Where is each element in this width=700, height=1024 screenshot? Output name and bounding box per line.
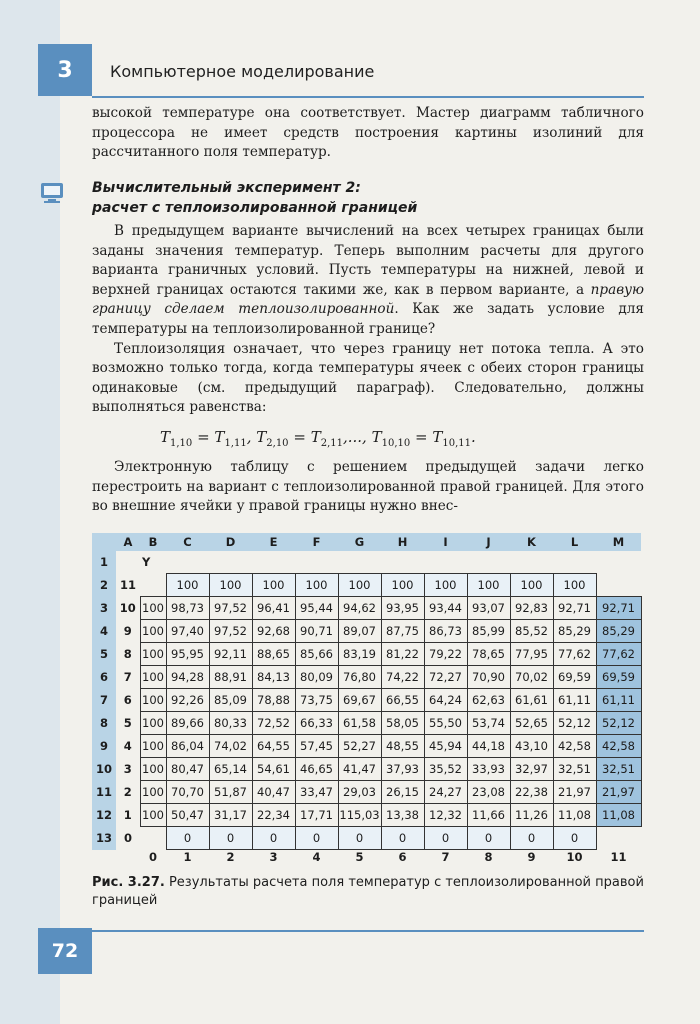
- temperature-cell[interactable]: 22,34: [252, 804, 295, 827]
- temperature-cell[interactable]: 61,61: [510, 689, 553, 712]
- column-header[interactable]: B: [140, 533, 166, 551]
- temperature-cell[interactable]: 77,62: [553, 643, 596, 666]
- temperature-cell[interactable]: 13,38: [381, 804, 424, 827]
- temperature-cell[interactable]: 64,24: [424, 689, 467, 712]
- temperature-cell[interactable]: 73,75: [295, 689, 338, 712]
- temperature-cell[interactable]: 69,59: [553, 666, 596, 689]
- insulated-boundary-cell[interactable]: 52,12: [596, 712, 641, 735]
- paragraph-2: Теплоизоляция означает, что через границу нет потока тепла. А это возможно только тогда, когда температуры ячеек с обеих сторон границы одинаковые (см. предыдущий параграф). Следовательно, должны выполняться равенства:: [92, 340, 644, 416]
- experiment-title-line1: Вычислительный эксперимент 2:: [92, 180, 361, 196]
- boundary-cell[interactable]: [140, 827, 166, 850]
- temperature-cell[interactable]: 85,66: [295, 643, 338, 666]
- temperature-cell[interactable]: 80,33: [209, 712, 252, 735]
- boundary-cell[interactable]: [140, 574, 166, 597]
- temperature-cell[interactable]: 92,11: [209, 643, 252, 666]
- column-header[interactable]: A: [116, 533, 140, 551]
- temperature-cell[interactable]: 93,07: [467, 597, 510, 620]
- sheet-row: [92, 804, 641, 827]
- temperature-cell[interactable]: 58,05: [381, 712, 424, 735]
- temperature-cell[interactable]: 100: [553, 574, 596, 597]
- formula-sep: ,: [246, 428, 252, 446]
- formula-equals: =: [415, 428, 428, 446]
- row-header[interactable]: 4: [92, 620, 116, 643]
- row-header[interactable]: 7: [92, 689, 116, 712]
- temperature-cell[interactable]: 32,51: [553, 758, 596, 781]
- temperature-cell[interactable]: 51,87: [209, 781, 252, 804]
- y-value-cell[interactable]: 10: [116, 597, 140, 620]
- temperature-cell[interactable]: 44,18: [467, 735, 510, 758]
- temperature-cell[interactable]: 65,14: [209, 758, 252, 781]
- caption-label: Рис. 3.27.: [92, 875, 165, 890]
- temperature-cell[interactable]: 92,26: [166, 689, 209, 712]
- temperature-cell[interactable]: 61,58: [338, 712, 381, 735]
- sheet-row: [92, 643, 641, 666]
- temperature-cell[interactable]: 54,61: [252, 758, 295, 781]
- temperature-cell[interactable]: 48,55: [381, 735, 424, 758]
- boundary-cell[interactable]: 100: [140, 735, 166, 758]
- column-header[interactable]: I: [424, 533, 467, 551]
- experiment-heading: [92, 178, 644, 218]
- row-header[interactable]: 1: [92, 551, 116, 574]
- temperature-cell[interactable]: 31,17: [209, 804, 252, 827]
- temperature-cell[interactable]: [295, 551, 338, 574]
- temperature-cell[interactable]: 79,22: [424, 643, 467, 666]
- column-header-row: [92, 533, 641, 551]
- temperature-cell[interactable]: 100: [510, 574, 553, 597]
- y-value-cell[interactable]: 6: [116, 689, 140, 712]
- temperature-cell[interactable]: 69,67: [338, 689, 381, 712]
- temperature-cell[interactable]: 70,70: [166, 781, 209, 804]
- boundary-cell[interactable]: 100: [140, 804, 166, 827]
- temperature-cell[interactable]: [467, 551, 510, 574]
- temperature-cell[interactable]: 87,75: [381, 620, 424, 643]
- sheet-row: [92, 827, 641, 850]
- column-header[interactable]: E: [252, 533, 295, 551]
- temperature-cell[interactable]: 94,28: [166, 666, 209, 689]
- paragraph-1-text-end: . Как же задать условие для температуры на теплоизолированной границе?: [92, 301, 644, 337]
- temperature-cell[interactable]: 24,27: [424, 781, 467, 804]
- y-value-cell[interactable]: 0: [116, 827, 140, 850]
- temperature-cell[interactable]: 32,97: [510, 758, 553, 781]
- formula-equals: =: [197, 428, 210, 446]
- temperature-cell[interactable]: [252, 551, 295, 574]
- boundary-cell[interactable]: 100: [140, 643, 166, 666]
- y-value-cell[interactable]: 2: [116, 781, 140, 804]
- temperature-cell[interactable]: 78,88: [252, 689, 295, 712]
- temperature-cell[interactable]: 89,07: [338, 620, 381, 643]
- temperature-cell[interactable]: 83,19: [338, 643, 381, 666]
- sheet-corner[interactable]: [92, 533, 116, 551]
- formula-t: T: [371, 428, 382, 446]
- temperature-cell[interactable]: 35,52: [424, 758, 467, 781]
- temperature-cell[interactable]: 42,58: [553, 735, 596, 758]
- insulated-boundary-cell[interactable]: 85,29: [596, 620, 641, 643]
- y-value-cell[interactable]: [116, 551, 140, 574]
- temperature-cell[interactable]: 62,63: [467, 689, 510, 712]
- row-header[interactable]: 5: [92, 643, 116, 666]
- temperature-cell[interactable]: 74,22: [381, 666, 424, 689]
- temperature-cell[interactable]: 37,93: [381, 758, 424, 781]
- boundary-cell[interactable]: 100: [140, 620, 166, 643]
- column-header[interactable]: J: [467, 533, 510, 551]
- temperature-cell[interactable]: 98,73: [166, 597, 209, 620]
- equality-formula: [160, 428, 600, 449]
- boundary-cell[interactable]: 100: [140, 666, 166, 689]
- y-value-cell[interactable]: 5: [116, 712, 140, 735]
- insulated-boundary-cell[interactable]: [596, 827, 641, 850]
- sheet-row: [92, 551, 641, 574]
- temperature-cell[interactable]: 64,55: [252, 735, 295, 758]
- intro-text: высокой температуре она соответствует. Мастер диаграмм табличного процессора не имеет средств построения картины изолиний для рассчитанного поля температур.: [92, 105, 644, 161]
- temperature-cell[interactable]: 93,95: [381, 597, 424, 620]
- computer-icon: [40, 182, 64, 204]
- temperature-cell[interactable]: 72,52: [252, 712, 295, 735]
- temperature-cell[interactable]: 70,02: [510, 666, 553, 689]
- temperature-grid: [92, 533, 642, 850]
- temperature-cell[interactable]: 0: [166, 827, 209, 850]
- row-header[interactable]: 3: [92, 597, 116, 620]
- x-axis-label: 1: [183, 850, 192, 864]
- row-header[interactable]: 2: [92, 574, 116, 597]
- temperature-cell[interactable]: 0: [381, 827, 424, 850]
- insulated-boundary-cell[interactable]: 11,08: [596, 804, 641, 827]
- spreadsheet: [92, 533, 642, 850]
- formula-sub: 2,11: [320, 438, 343, 449]
- formula-t: T: [256, 428, 267, 446]
- temperature-cell[interactable]: 97,52: [209, 597, 252, 620]
- temperature-cell[interactable]: 78,65: [467, 643, 510, 666]
- temperature-cell[interactable]: 85,09: [209, 689, 252, 712]
- temperature-cell[interactable]: 70,90: [467, 666, 510, 689]
- formula-t: T: [310, 428, 321, 446]
- paragraph-3: Электронную таблицу с решением предыдущей задачи легко перестроить на вариант с теплоизолированной правой границей. Для этого во внешние ячейки у правой границы нужно внес-: [92, 459, 644, 515]
- paragraph-1-emphasis: правую границу сделаем теплоизолированной: [92, 281, 644, 318]
- column-header[interactable]: M: [596, 533, 641, 551]
- sheet-row: [92, 758, 641, 781]
- insulated-boundary-cell[interactable]: [596, 551, 641, 574]
- x-axis-label: 10: [566, 850, 583, 864]
- boundary-cell[interactable]: 100: [140, 689, 166, 712]
- temperature-cell[interactable]: 115,03: [338, 804, 381, 827]
- sheet-row: [92, 689, 641, 712]
- paragraph-1: [92, 222, 644, 340]
- x-axis-label: 2: [226, 850, 235, 864]
- temperature-cell[interactable]: 0: [424, 827, 467, 850]
- formula-sub: 10,11: [442, 438, 472, 449]
- temperature-cell[interactable]: 66,33: [295, 712, 338, 735]
- column-header[interactable]: F: [295, 533, 338, 551]
- insulated-boundary-cell[interactable]: 32,51: [596, 758, 641, 781]
- temperature-cell[interactable]: 100: [381, 574, 424, 597]
- x-axis-label: 9: [527, 850, 536, 864]
- temperature-cell[interactable]: 90,71: [295, 620, 338, 643]
- temperature-cell[interactable]: 17,71: [295, 804, 338, 827]
- sheet-row: [92, 574, 641, 597]
- header-divider: [92, 96, 644, 98]
- boundary-cell[interactable]: 100: [140, 758, 166, 781]
- temperature-cell[interactable]: 92,68: [252, 620, 295, 643]
- temperature-cell[interactable]: [510, 551, 553, 574]
- sheet-row: [92, 781, 641, 804]
- insulated-boundary-cell[interactable]: 61,11: [596, 689, 641, 712]
- temperature-cell[interactable]: 45,94: [424, 735, 467, 758]
- boundary-cell[interactable]: 100: [140, 712, 166, 735]
- temperature-cell[interactable]: 55,50: [424, 712, 467, 735]
- temperature-cell[interactable]: 96,41: [252, 597, 295, 620]
- temperature-cell[interactable]: 97,40: [166, 620, 209, 643]
- temperature-cell[interactable]: [381, 551, 424, 574]
- x-axis-label: 6: [398, 850, 407, 864]
- temperature-cell[interactable]: [338, 551, 381, 574]
- temperature-cell[interactable]: 76,80: [338, 666, 381, 689]
- temperature-cell[interactable]: 100: [424, 574, 467, 597]
- temperature-cell[interactable]: 46,65: [295, 758, 338, 781]
- temperature-cell[interactable]: [209, 551, 252, 574]
- temperature-cell[interactable]: 40,47: [252, 781, 295, 804]
- temperature-cell[interactable]: 23,08: [467, 781, 510, 804]
- temperature-cell[interactable]: 84,13: [252, 666, 295, 689]
- temperature-cell[interactable]: 41,47: [338, 758, 381, 781]
- footer-divider: [92, 930, 644, 932]
- column-header[interactable]: C: [166, 533, 209, 551]
- x-axis-label: 11: [610, 850, 627, 864]
- temperature-cell[interactable]: 86,73: [424, 620, 467, 643]
- column-header[interactable]: D: [209, 533, 252, 551]
- temperature-cell[interactable]: 33,47: [295, 781, 338, 804]
- temperature-cell[interactable]: 77,95: [510, 643, 553, 666]
- boundary-cell[interactable]: 100: [140, 781, 166, 804]
- temperature-cell[interactable]: [424, 551, 467, 574]
- x-axis-label: 3: [269, 850, 278, 864]
- formula-t: T: [160, 428, 171, 446]
- row-header[interactable]: 12: [92, 804, 116, 827]
- temperature-cell[interactable]: 11,26: [510, 804, 553, 827]
- temperature-cell[interactable]: 0: [252, 827, 295, 850]
- temperature-cell[interactable]: 0: [510, 827, 553, 850]
- formula-sub: 1,10: [170, 438, 193, 449]
- body-text: [92, 222, 644, 418]
- temperature-cell[interactable]: 100: [209, 574, 252, 597]
- x-axis-label: 0: [148, 850, 158, 864]
- x-axis-label: 5: [355, 850, 364, 864]
- x-axis-label: 7: [441, 850, 450, 864]
- sheet-row: [92, 597, 641, 620]
- temperature-cell[interactable]: 0: [209, 827, 252, 850]
- temperature-cell[interactable]: [553, 551, 596, 574]
- temperature-cell[interactable]: 72,27: [424, 666, 467, 689]
- temperature-cell[interactable]: 100: [338, 574, 381, 597]
- y-value-cell[interactable]: 4: [116, 735, 140, 758]
- temperature-cell[interactable]: 100: [467, 574, 510, 597]
- column-header[interactable]: L: [553, 533, 596, 551]
- temperature-cell[interactable]: 94,62: [338, 597, 381, 620]
- temperature-cell[interactable]: 80,09: [295, 666, 338, 689]
- column-header[interactable]: H: [381, 533, 424, 551]
- temperature-cell[interactable]: 53,74: [467, 712, 510, 735]
- temperature-cell[interactable]: 61,11: [553, 689, 596, 712]
- temperature-cell[interactable]: 85,99: [467, 620, 510, 643]
- y-value-cell[interactable]: 11: [116, 574, 140, 597]
- column-header[interactable]: K: [510, 533, 553, 551]
- insulated-boundary-cell[interactable]: 21,97: [596, 781, 641, 804]
- sheet-row: [92, 666, 641, 689]
- temperature-cell[interactable]: 26,15: [381, 781, 424, 804]
- sheet-row: [92, 620, 641, 643]
- formula-t: T: [432, 428, 443, 446]
- temperature-cell[interactable]: 100: [252, 574, 295, 597]
- row-header[interactable]: 11: [92, 781, 116, 804]
- insulated-boundary-cell[interactable]: [596, 574, 641, 597]
- temperature-cell[interactable]: 11,66: [467, 804, 510, 827]
- row-header[interactable]: 10: [92, 758, 116, 781]
- temperature-cell[interactable]: [166, 551, 209, 574]
- y-value-cell[interactable]: 9: [116, 620, 140, 643]
- temperature-cell[interactable]: 92,71: [553, 597, 596, 620]
- formula-sub: 10,10: [381, 438, 411, 449]
- chapter-number-badge: 3: [38, 44, 92, 96]
- temperature-cell[interactable]: 100: [295, 574, 338, 597]
- temperature-cell[interactable]: 0: [338, 827, 381, 850]
- formula-sub: 1,11: [224, 438, 247, 449]
- chapter-title: Компьютерное моделирование: [110, 62, 375, 81]
- formula-end: .: [471, 428, 476, 446]
- boundary-cell[interactable]: 100: [140, 597, 166, 620]
- temperature-cell[interactable]: 93,44: [424, 597, 467, 620]
- row-header[interactable]: 8: [92, 712, 116, 735]
- temperature-cell[interactable]: 22,38: [510, 781, 553, 804]
- y-value-cell[interactable]: 7: [116, 666, 140, 689]
- temperature-cell[interactable]: 95,95: [166, 643, 209, 666]
- intro-paragraph: [92, 104, 644, 163]
- temperature-cell[interactable]: 0: [467, 827, 510, 850]
- temperature-cell[interactable]: 0: [553, 827, 596, 850]
- x-axis-label: 8: [484, 850, 493, 864]
- y-value-cell[interactable]: 1: [116, 804, 140, 827]
- column-header[interactable]: G: [338, 533, 381, 551]
- temperature-cell[interactable]: 80,47: [166, 758, 209, 781]
- row-header[interactable]: 9: [92, 735, 116, 758]
- paragraph-1-text: В предыдущем варианте вычислений на всех четырех границах были заданы значения температур. Теперь выполним расчеты для другого варианта граничных условий. Пусть температуры на нижней, левой и верхней границах остаются такими же, как в первом варианте, а: [92, 223, 644, 298]
- temperature-cell[interactable]: 43,10: [510, 735, 553, 758]
- temperature-cell[interactable]: 100: [166, 574, 209, 597]
- y-value-cell[interactable]: 3: [116, 758, 140, 781]
- insulated-boundary-cell[interactable]: 77,62: [596, 643, 641, 666]
- temperature-cell[interactable]: 11,08: [553, 804, 596, 827]
- temperature-cell[interactable]: 97,52: [209, 620, 252, 643]
- temperature-cell[interactable]: 85,29: [553, 620, 596, 643]
- temperature-cell[interactable]: 81,22: [381, 643, 424, 666]
- formula-ellipsis: ,...,: [342, 428, 367, 446]
- temperature-cell[interactable]: 95,44: [295, 597, 338, 620]
- sheet-row: [92, 712, 641, 735]
- formula-sub: 2,10: [266, 438, 289, 449]
- sheet-row: [92, 735, 641, 758]
- formula-t: T: [214, 428, 225, 446]
- boundary-cell[interactable]: Y: [142, 555, 151, 570]
- experiment-title-line2: расчет с теплоизолированной границей: [92, 200, 418, 216]
- temperature-cell[interactable]: 29,03: [338, 781, 381, 804]
- temperature-cell[interactable]: 52,65: [510, 712, 553, 735]
- temperature-cell[interactable]: 86,04: [166, 735, 209, 758]
- row-header[interactable]: 13: [92, 827, 116, 850]
- temperature-cell[interactable]: 66,55: [381, 689, 424, 712]
- page-margin-band: [0, 0, 60, 1024]
- x-axis-label: 4: [312, 850, 321, 864]
- temperature-cell[interactable]: 74,02: [209, 735, 252, 758]
- row-header[interactable]: 6: [92, 666, 116, 689]
- temperature-cell[interactable]: 21,97: [553, 781, 596, 804]
- temperature-cell[interactable]: 85,52: [510, 620, 553, 643]
- temperature-cell[interactable]: 92,83: [510, 597, 553, 620]
- paragraph-3-block: [92, 458, 644, 517]
- temperature-cell[interactable]: 88,65: [252, 643, 295, 666]
- temperature-cell[interactable]: 33,93: [467, 758, 510, 781]
- insulated-boundary-cell[interactable]: 69,59: [596, 666, 641, 689]
- insulated-boundary-cell[interactable]: 42,58: [596, 735, 641, 758]
- caption-text: Результаты расчета поля температур с теплоизолированной правой границей: [92, 875, 644, 908]
- temperature-cell[interactable]: 50,47: [166, 804, 209, 827]
- y-value-cell[interactable]: 8: [116, 643, 140, 666]
- temperature-cell[interactable]: 88,91: [209, 666, 252, 689]
- temperature-cell[interactable]: 12,32: [424, 804, 467, 827]
- temperature-cell[interactable]: 57,45: [295, 735, 338, 758]
- temperature-cell[interactable]: 52,27: [338, 735, 381, 758]
- temperature-cell[interactable]: 0: [295, 827, 338, 850]
- temperature-cell[interactable]: 52,12: [553, 712, 596, 735]
- insulated-boundary-cell[interactable]: 92,71: [596, 597, 641, 620]
- temperature-cell[interactable]: 89,66: [166, 712, 209, 735]
- formula-equals: =: [293, 428, 306, 446]
- page-number-badge: 72: [38, 928, 92, 974]
- figure-caption: [92, 874, 644, 910]
